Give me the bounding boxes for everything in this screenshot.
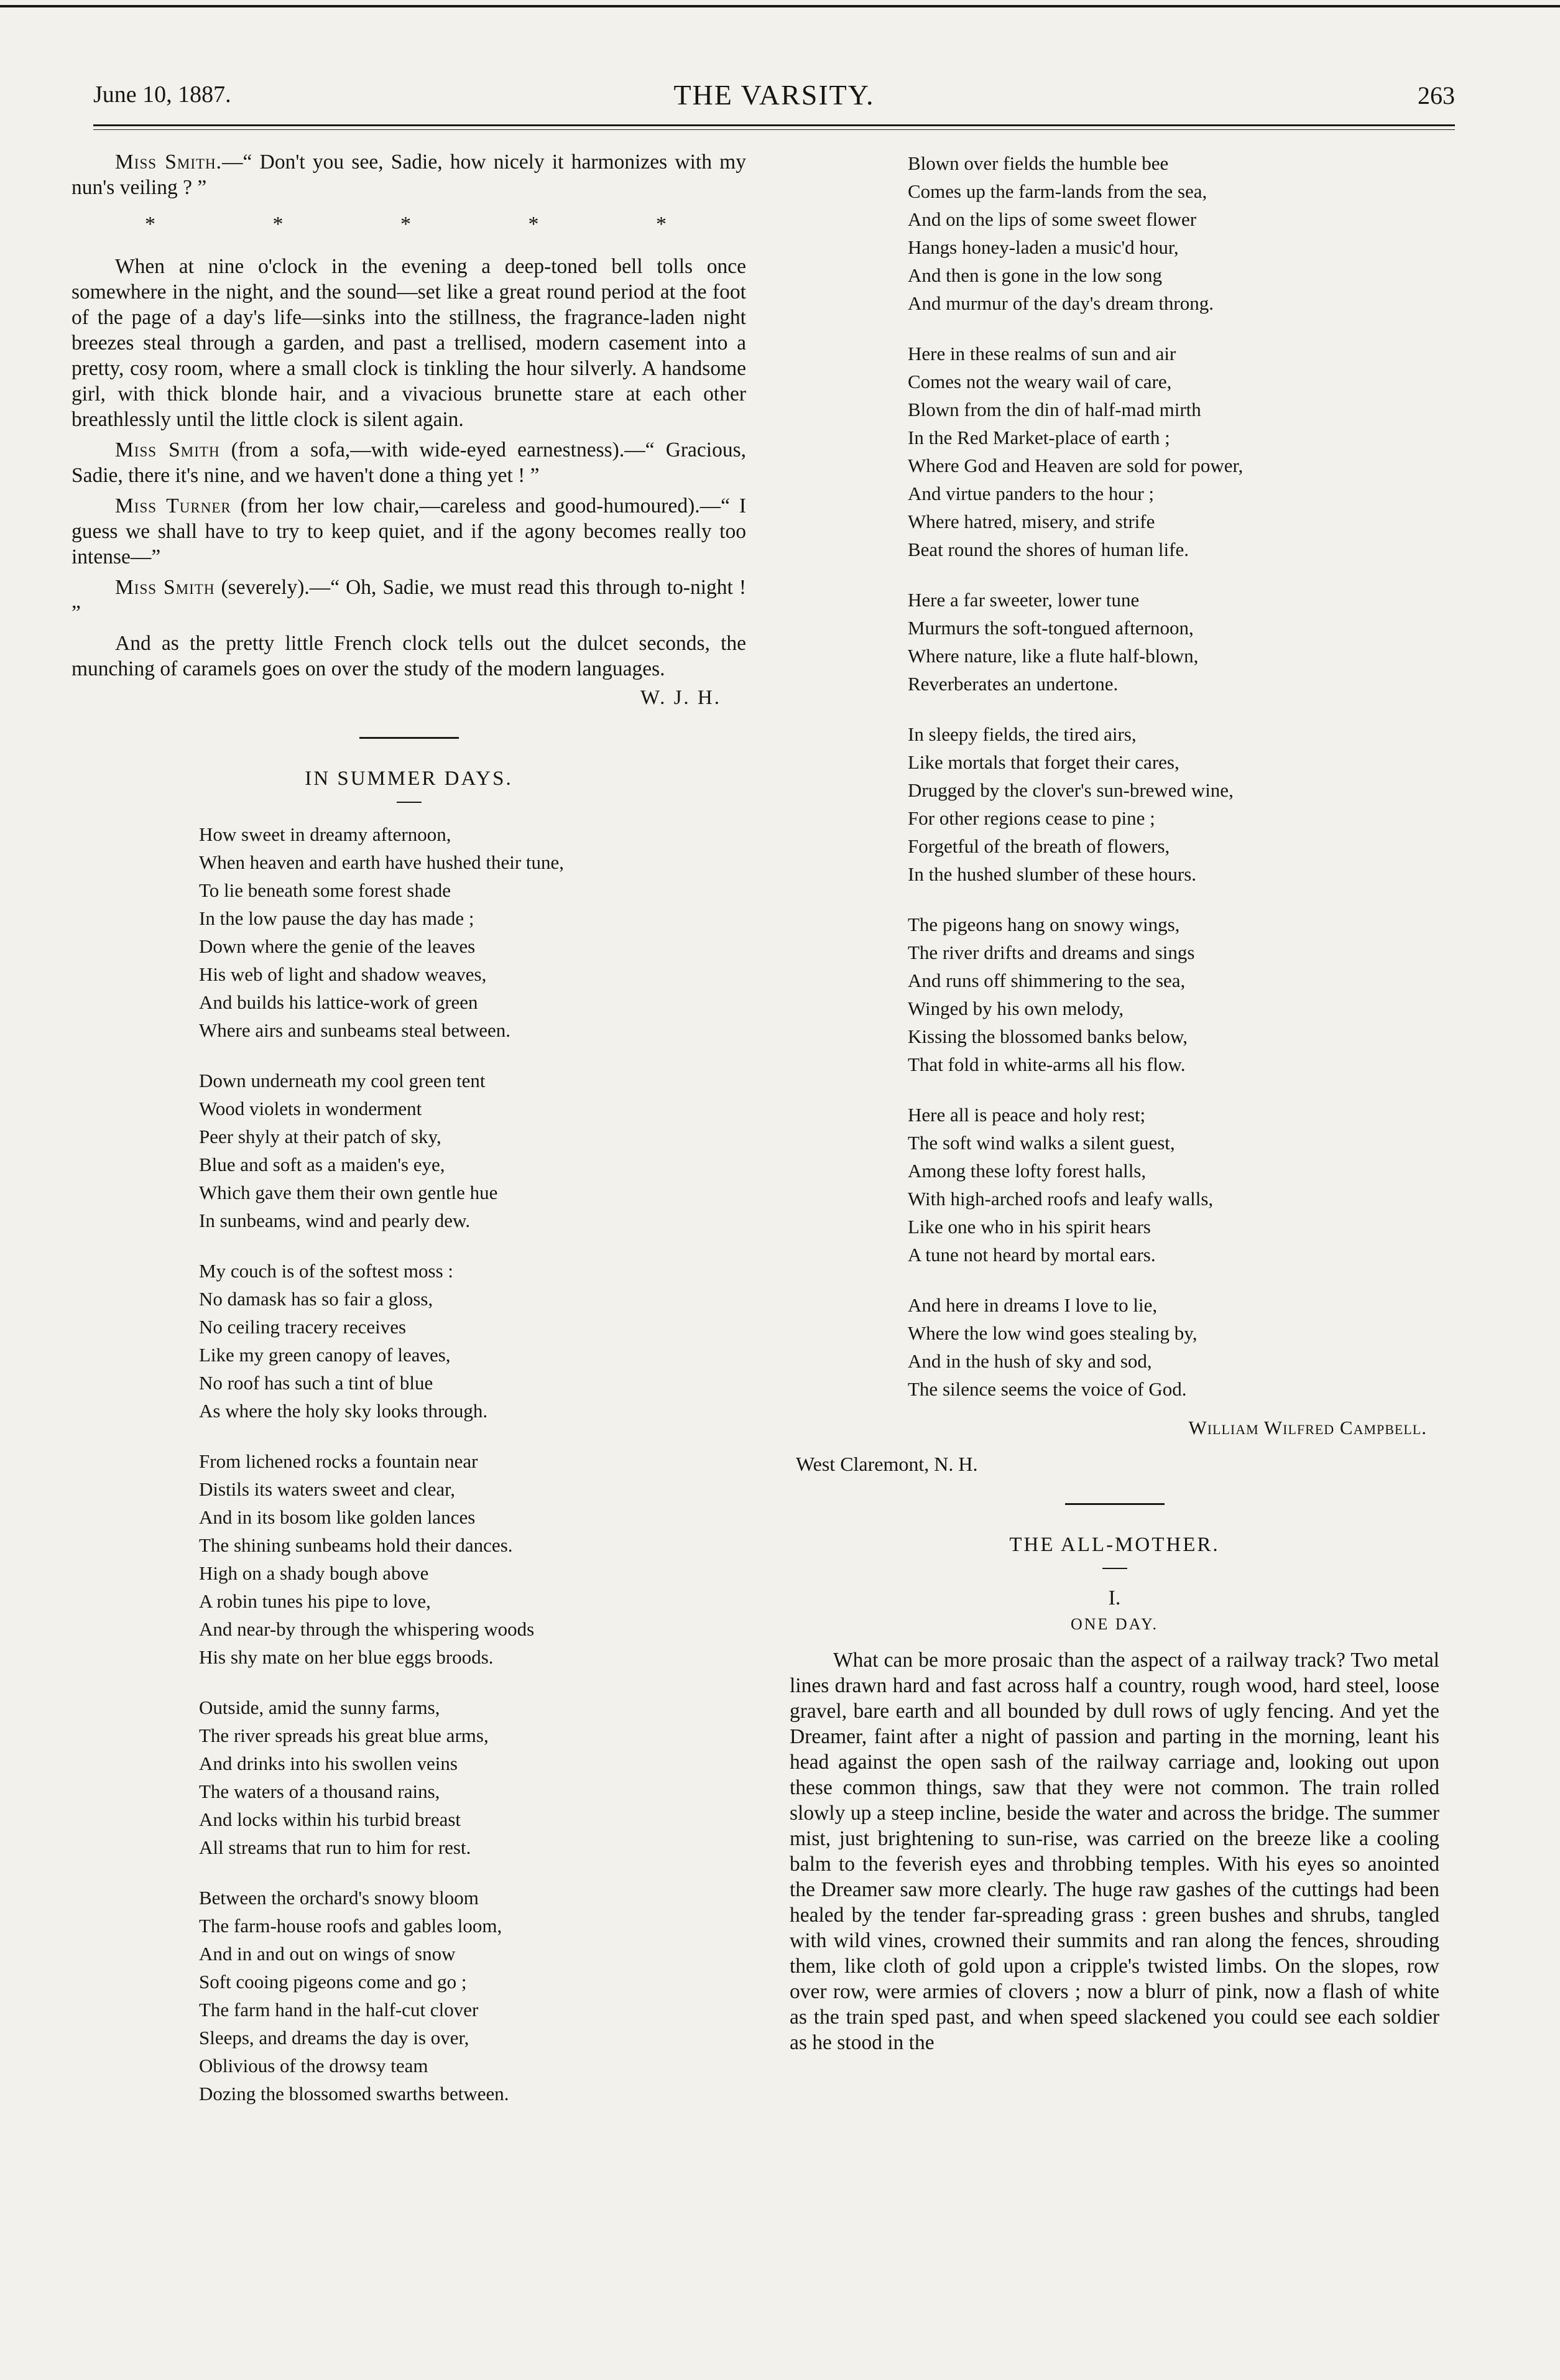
poem-body-right <box>908 149 1439 1403</box>
poem-stanza <box>908 340 1439 563</box>
poem-line: And near-by through the whispering woods <box>199 1618 535 1640</box>
poem-line: Like one who in his spirit hears <box>908 1216 1151 1238</box>
poem-line: All streams that run to him for rest. <box>199 1836 471 1858</box>
poem-stanza <box>908 586 1439 698</box>
poem-line: That fold in white-arms all his flow. <box>908 1053 1186 1075</box>
poem-stanza <box>199 1067 746 1234</box>
poem-line: The farm hand in the half-cut clover <box>199 1999 479 2021</box>
issue-date: June 10, 1887. <box>93 81 231 108</box>
poem-line: And drinks into his swollen veins <box>199 1753 458 1774</box>
poem-line: Here all is peace and holy rest; <box>908 1104 1146 1126</box>
poem-line: Forgetful of the breath of flowers, <box>908 835 1170 857</box>
poem-line: The pigeons hang on snowy wings, <box>908 914 1180 935</box>
story-paragraph: When at nine o'clock in the evening a deep-toned bell tolls once somewhere in the night, and the sound—set like a great round period at the foot of the page of a day's life—sinks into the stillness, the fragrance-laden night breezes steal through a garden, and past a trellised, modern casement into a pretty, cosy room, where a small clock is tinkling the hour silverly. A handsome girl, with thick blonde hair, and a vivacious brunette stare at each other breathlessly until the little clock is silent again. <box>72 255 746 431</box>
poem-line: My couch is of the softest moss : <box>199 1260 453 1282</box>
poem-line: Where God and Heaven are sold for power, <box>908 455 1244 476</box>
article-chapter-numeral: I. <box>1108 1586 1121 1609</box>
poem-line: Down underneath my cool green tent <box>199 1070 486 1091</box>
story-paragraph: Miss Smith (severely).—“ Oh, Sadie, we must read this through to-night ! ” <box>72 576 746 624</box>
poem-line: No damask has so fair a gloss, <box>199 1288 433 1310</box>
poem-line: With high-arched roofs and leafy walls, <box>908 1188 1214 1210</box>
poem-line: And in the hush of sky and sod, <box>908 1350 1152 1372</box>
poem-line: Kissing the blossomed banks below, <box>908 1026 1188 1047</box>
poem-line: How sweet in dreamy afternoon, <box>199 823 451 845</box>
poem-line: Comes up the farm-lands from the sea, <box>908 180 1207 202</box>
poem-line: When heaven and earth have hushed their tune, <box>199 851 565 873</box>
poem-line: And murmur of the day's dream throng. <box>908 292 1214 314</box>
poem-stanza <box>199 1257 746 1425</box>
poem-line: In the Red Market-place of earth ; <box>908 427 1170 448</box>
poem-line: The farm-house roofs and gables loom, <box>199 1915 502 1937</box>
header-rule-thin <box>93 129 1455 130</box>
poem-line: The river spreads his great blue arms, <box>199 1725 489 1746</box>
poem-line: Which gave them their own gentle hue <box>199 1182 498 1203</box>
poem-stanza <box>908 1291 1439 1403</box>
poem-line: The shining sunbeams hold their dances. <box>199 1534 513 1556</box>
poem-line: Soft cooing pigeons come and go ; <box>199 1971 467 1993</box>
poem-line: His shy mate on her blue eggs broods. <box>199 1646 494 1668</box>
poem-line: Where the low wind goes stealing by, <box>908 1322 1198 1344</box>
poem-line: In sleepy fields, the tired airs, <box>908 723 1137 745</box>
poem-line: Blown from the din of half-mad mirth <box>908 399 1201 420</box>
poem-line: As where the holy sky looks through. <box>199 1400 488 1422</box>
poem-line: In sunbeams, wind and pearly dew. <box>199 1210 471 1231</box>
top-edge-rule <box>0 5 1560 7</box>
poem-stanza <box>199 1447 746 1671</box>
poem-line: For other regions cease to pine ; <box>908 807 1155 829</box>
poem-title: IN SUMMER DAYS. <box>305 767 513 790</box>
story-continuation <box>72 149 746 710</box>
poem-stanza <box>908 720 1439 888</box>
poem-stanza <box>908 910 1439 1078</box>
left-column <box>72 149 746 2130</box>
poem-line: Peer shyly at their patch of sky, <box>199 1126 441 1147</box>
poem-line: Where hatred, misery, and strife <box>908 511 1155 532</box>
section-divider <box>359 737 459 739</box>
poem-line: And in and out on wings of snow <box>199 1943 456 1965</box>
poem-line: And runs off shimmering to the sea, <box>908 970 1186 991</box>
story-paragraph: Miss Smith.—“ Don't you see, Sadie, how nicely it harmonizes with my nun's veiling ? ” <box>72 150 746 199</box>
poem-line: Like my green canopy of leaves, <box>199 1344 451 1366</box>
story-signature: W. J. H. <box>640 687 721 709</box>
poem-stanza <box>199 1884 746 2108</box>
poem-line: And on the lips of some sweet flower <box>908 208 1197 230</box>
poem-line: Wood violets in wonderment <box>199 1098 422 1119</box>
poem-line: Comes not the weary wail of care, <box>908 371 1172 392</box>
right-column <box>790 149 1439 2060</box>
poem-line: Down where the genie of the leaves <box>199 935 476 957</box>
poem-line: Sleeps, and dreams the day is over, <box>199 2027 469 2049</box>
poem-line: No roof has such a tint of blue <box>199 1372 433 1394</box>
poem-line: Drugged by the clover's sun-brewed wine, <box>908 779 1234 801</box>
poem-author: William Wilfred Campbell. <box>1188 1417 1427 1438</box>
poem-line: From lichened rocks a fountain near <box>199 1450 478 1472</box>
poem-line: A robin tunes his pipe to love, <box>199 1590 431 1612</box>
poem-line: Outside, amid the sunny farms, <box>199 1697 440 1718</box>
page-header <box>93 75 1455 118</box>
section-divider <box>1065 1503 1165 1505</box>
poem-line: And in its bosom like golden lances <box>199 1506 476 1528</box>
page-number: 263 <box>1418 81 1455 109</box>
poem-line: Here in these realms of sun and air <box>908 343 1176 364</box>
story-paragraph: And as the pretty little French clock tells out the dulcet seconds, the munching of caramels goes on over the study of the modern languages. <box>72 632 746 680</box>
poem-stanza <box>199 820 746 1044</box>
poem-line: The river drifts and dreams and sings <box>908 942 1195 963</box>
poem-line: In the hushed slumber of these hours. <box>908 863 1197 885</box>
story-paragraph: Miss Smith (from a sofa,—with wide-eyed earnestness).—“ Gracious, Sadie, there it's nine, and we haven't done a thing yet ! ” <box>72 438 746 487</box>
poem-stanza <box>199 1693 746 1861</box>
article-paragraph: What can be more prosaic than the aspect of a railway track? Two metal lines drawn hard and fast across half a country, rough wood, hard steel, loose gravel, bare earth and all bounded by dull rows of ugly fencing. And yet the Dreamer, faint after a night of passion and parting in the morning, leant his head against the open sash of the railway carriage and, looking out upon these common things, saw that they were not common. The train rolled slowly up a steep incline, beside the water and across the bridge. The summer mist, just brightening to sun-rise, was carried on the breeze like a cooling balm to the feverish eyes and throbbing temples. With his eyes so anointed the Dreamer saw more clearly. The huge raw gashes of the cuttings had been healed by the tender far-spreading grass : green bushes and shrubs, tangled with wild vines, crowned their summits and ran along the fences, shrouding them, like cloth of gold upon a cripple's twisted limbs. On the slopes, row over row, were armies of clovers ; now a blurr of pink, now a flash of white as the train sped past, and when speed slackened you could see each soldier as he stood in the <box>790 1649 1439 2054</box>
poem-line: Between the orchard's snowy bloom <box>199 1887 479 1909</box>
poem-line: Blown over fields the humble bee <box>908 152 1169 174</box>
poem-body-left <box>199 820 746 2108</box>
header-rule <box>93 124 1455 126</box>
poem-line: Distils its waters sweet and clear, <box>199 1478 455 1500</box>
poem-line: And builds his lattice-work of green <box>199 991 478 1013</box>
poem-line: Beat round the shores of human life. <box>908 539 1189 560</box>
poem-line: To lie beneath some forest shade <box>199 879 451 901</box>
poem-line: Where airs and sunbeams steal between. <box>199 1019 510 1041</box>
poem-line: Oblivious of the drowsy team <box>199 2055 428 2077</box>
poem-line: And virtue panders to the hour ; <box>908 483 1155 504</box>
poem-line: Murmurs the soft-tongued afternoon, <box>908 617 1194 639</box>
poem-line: And then is gone in the low song <box>908 264 1162 286</box>
article-chapter-title: ONE DAY. <box>1070 1615 1159 1633</box>
article-title: THE ALL-MOTHER. <box>1009 1534 1220 1556</box>
poem-stanza <box>908 149 1439 317</box>
poem-line: Blue and soft as a maiden's eye, <box>199 1154 445 1175</box>
poem-line: High on a shady bough above <box>199 1562 429 1584</box>
poem-line: The soft wind walks a silent guest, <box>908 1132 1175 1154</box>
poem-line: The waters of a thousand rains, <box>199 1780 440 1802</box>
poem-line: Like mortals that forget their cares, <box>908 751 1179 773</box>
poem-line: And locks within his turbid breast <box>199 1808 461 1830</box>
poem-line: No ceiling tracery receives <box>199 1316 407 1338</box>
title-rule <box>1102 1568 1127 1569</box>
poem-line: The silence seems the voice of God. <box>908 1378 1187 1400</box>
masthead-title: THE VARSITY. <box>673 79 875 111</box>
poem-line: His web of light and shadow weaves, <box>199 963 487 985</box>
poem-line: In the low pause the day has made ; <box>199 907 474 929</box>
poem-stanza <box>908 1101 1439 1269</box>
poem-line: A tune not heard by mortal ears. <box>908 1244 1156 1266</box>
article-body <box>790 1647 1439 2055</box>
title-rule <box>397 802 422 803</box>
poem-place: West Claremont, N. H. <box>796 1453 978 1475</box>
story-paragraph: Miss Turner (from her low chair,—careless and good-humoured).—“ I guess we shall have to try to keep quiet, and if the agony becomes really too intense—” <box>72 494 746 568</box>
poem-line: Hangs honey-laden a music'd hour, <box>908 236 1179 258</box>
poem-line: Dozing the blossomed swarths between. <box>199 2083 509 2104</box>
poem-line: Where nature, like a flute half-blown, <box>908 645 1199 667</box>
section-break-asterisks: * * * * * <box>145 213 722 236</box>
poem-line: Among these lofty forest halls, <box>908 1160 1147 1182</box>
poem-line: Here a far sweeter, lower tune <box>908 589 1140 611</box>
poem-line: Winged by his own melody, <box>908 998 1124 1019</box>
poem-line: And here in dreams I love to lie, <box>908 1294 1158 1316</box>
poem-line: Reverberates an undertone. <box>908 673 1119 695</box>
